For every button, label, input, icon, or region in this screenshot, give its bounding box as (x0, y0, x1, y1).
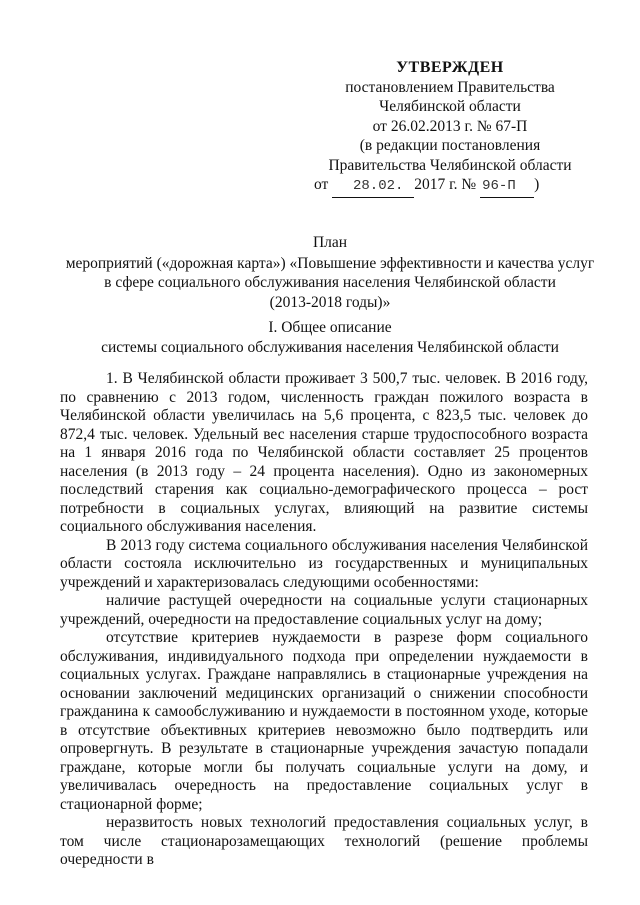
approval-line: от 26.02.2013 г. № 67-П (372, 117, 528, 135)
approval-line: Правительства Челябинской области (328, 156, 572, 174)
revision-date-line (300, 175, 600, 198)
approval-stamp-block (300, 58, 600, 198)
plan-heading (60, 233, 600, 312)
revision-close-paren: ) (534, 176, 540, 193)
body-paragraph: неразвитость новых технологий предоставления социальных услуг, в том числе стационарозамещающих технологий (решение проблемы очередности в (60, 814, 588, 868)
section-subtitle: системы социального обслуживания населения Челябинской области (101, 339, 559, 356)
approval-line: постановлением Правительства (345, 78, 555, 96)
approval-title: УТВЕРЖДЕН (396, 59, 504, 76)
plan-subtitle-line: (2013-2018 годы)» (269, 293, 391, 311)
body-paragraph: отсутствие критериев нуждаемости в разрезе форм социального обслуживания, индивидуального подхода при определении нуждаемости в социальных услугах. Граждане направлялись в стационарные учреждения на основании заключений медицинских организаций о снижении способности гражданина к самообслуживанию и нуждаемости в постоянном уходе, которые в отсутствие объективных критериев невозможно было подтвердить или опровергнуть. В результате в стационарные учреждения зачастую попадали граждане, которые могли бы получать социальные услуги на дому, и увеличивалась очередность на предоставление социальных услуг в стационарной форме; (60, 629, 588, 813)
body-paragraph: 1. В Челябинской области проживает 3 500,7 тыс. человек. В 2016 году, по сравнению с 2013 годом, численность граждан пожилого возраста в Челябинской области увеличилась на 5,6 процента, с 823,5 тыс. человек до 872,4 тыс. человек. Удельный вес населения старше трудоспособного возраста на 1 января 2016 года по Челябинской области составляет 25 процентов населения (в 2013 году – 24 процента населения). Одно из закономерных последствий старения как социально-демографического процесса – рост потребности в социальных услугах, влияющий на развитие системы социального обслуживания населения. (60, 370, 588, 535)
revision-ot-label: от (314, 176, 329, 193)
plan-subtitle-line: в сфере социального обслуживания населения Челябинской области (104, 274, 556, 291)
body-paragraph: В 2013 году система социального обслуживания населения Челябинской области состояла исключительно из государственных и муниципальных учреждений и характеризовалась следующими особенностями: (60, 536, 588, 591)
revision-handwritten-number: 96-П (480, 177, 534, 198)
approval-line: (в редакции постановления (359, 137, 541, 154)
section-title: I. Общее описание (268, 319, 392, 336)
section-heading (60, 318, 600, 358)
plan-title: План (312, 234, 348, 251)
approval-line: Челябинской области (379, 98, 521, 115)
revision-year-label: 2017 г. № (414, 176, 477, 193)
body-paragraph: наличие растущей очередности на социальные услуги стационарных учреждений, очередности на предоставление социальных услуг на дому; (60, 592, 588, 628)
plan-subtitle-line: мероприятий («дорожная карта») «Повышение эффективности и качества услуг (65, 254, 595, 272)
revision-handwritten-date: 28.02. (332, 177, 414, 198)
document-body (60, 370, 588, 870)
